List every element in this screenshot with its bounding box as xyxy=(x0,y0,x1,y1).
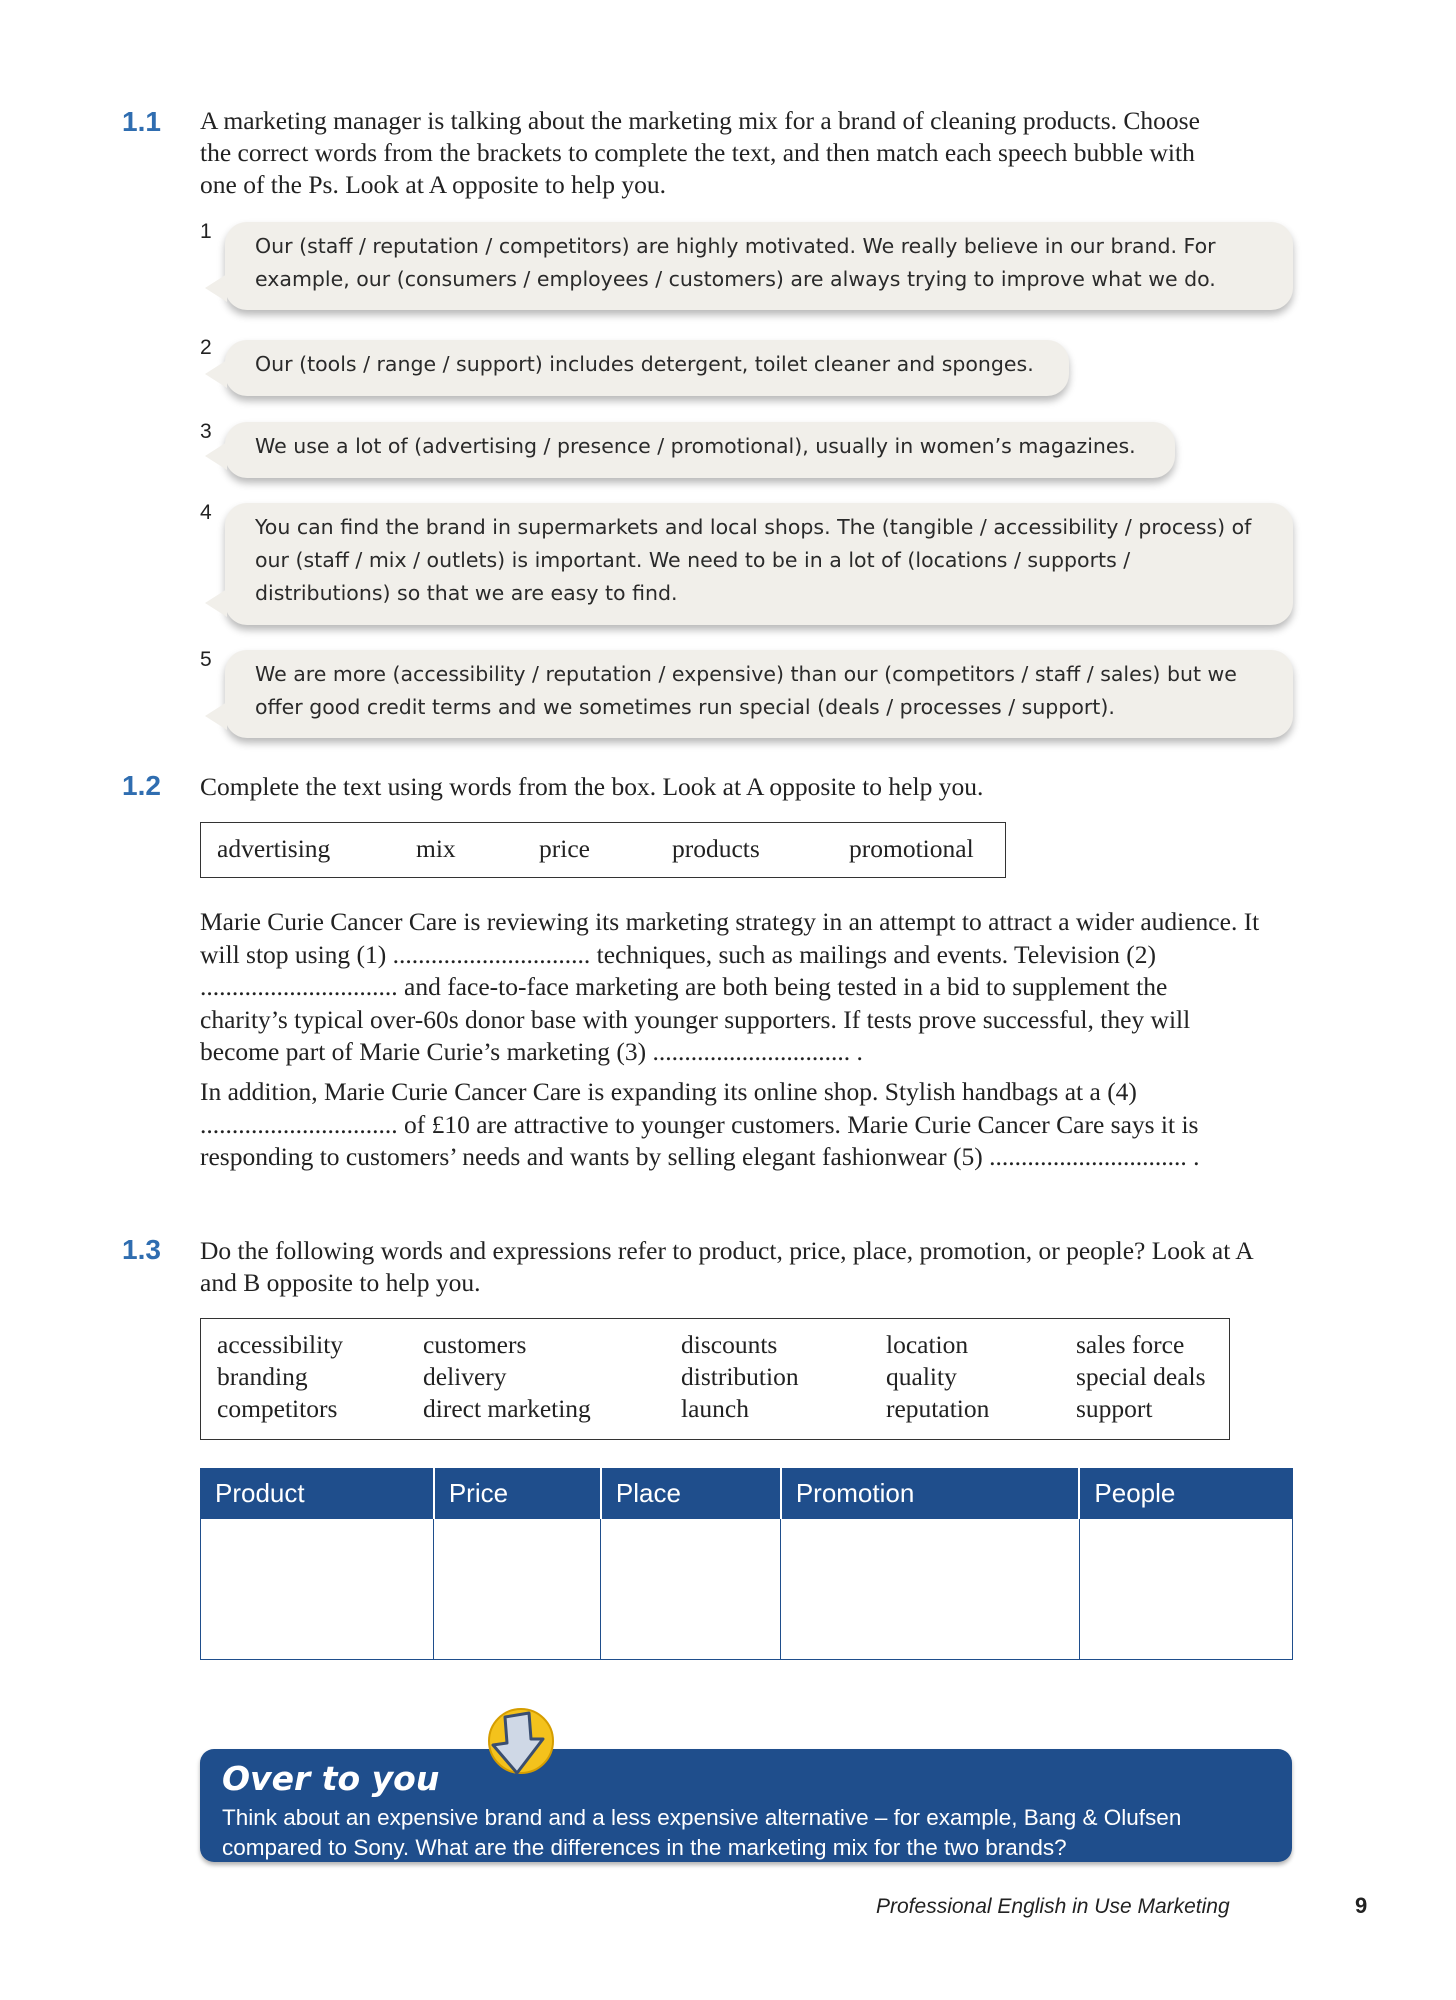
bubble-tail xyxy=(205,702,227,730)
word-box-item: direct marketing xyxy=(423,1394,591,1423)
cell-promotion[interactable] xyxy=(781,1519,1080,1660)
speech-bubble-1 xyxy=(225,222,1293,310)
word-column-4 xyxy=(886,1329,989,1425)
word-box-item: price xyxy=(539,834,590,863)
exercise-1-2-instructions: Complete the text using words from the box. Look at A opposite to help you. xyxy=(200,772,984,801)
word-box-item: special deals xyxy=(1076,1362,1206,1391)
speech-bubble-3 xyxy=(225,422,1175,478)
header-promotion: Promotion xyxy=(781,1468,1080,1519)
cell-price[interactable] xyxy=(434,1519,601,1660)
book-title-footer: Professional English in Use Marketing xyxy=(876,1895,1230,1918)
page-number: 9 xyxy=(1355,1893,1368,1918)
word-box-item: discounts xyxy=(681,1330,778,1359)
word-box-1-3 xyxy=(200,1318,1230,1440)
answer-blank-2[interactable]: ............................... xyxy=(200,972,398,1001)
word-box-item: distribution xyxy=(681,1362,799,1391)
exercise-number-1-3: 1.3 xyxy=(122,1234,161,1265)
word-box-item: location xyxy=(886,1330,969,1359)
five-ps-table xyxy=(200,1468,1293,1660)
exercise-number-1-2: 1.2 xyxy=(122,770,161,801)
gap-fill-paragraph-2 xyxy=(200,1076,1200,1174)
header-product: Product xyxy=(201,1468,434,1519)
bubble-number-5: 5 xyxy=(200,648,212,671)
word-box-item: reputation xyxy=(886,1394,990,1423)
header-people: People xyxy=(1079,1468,1292,1519)
bubble-tail xyxy=(205,274,227,302)
word-box-item: mix xyxy=(416,834,456,863)
answer-blank-3[interactable]: ............................... xyxy=(652,1037,851,1066)
cell-people[interactable] xyxy=(1079,1519,1292,1660)
bubble-number-4: 4 xyxy=(200,501,212,524)
bubble-text: We are more (accessibility / reputation / expensive) than our (competitors / staff / sales) but we offer good credit terms and we sometimes run special (deals / processes / support). xyxy=(255,662,1237,719)
arrow-down-icon xyxy=(475,1703,557,1785)
word-box-item: accessibility xyxy=(217,1330,344,1359)
speech-bubble-4 xyxy=(225,503,1293,625)
instructions-text: A marketing manager is talking about the marketing mix for a brand of cleaning products. Choose the correct words from the brackets to complete the text, and then match each speech bubble with one of the Ps. Look at A opposite to help you. xyxy=(200,106,1200,199)
paragraph-text: Marie Curie Cancer Care is reviewing its marketing strategy in an attempt to attract a wider audience. It will stop using (1) xyxy=(200,907,1260,969)
over-to-you-text: Think about an expensive brand and a less expensive alternative – for example, Bang & Olufsen compared to Sony. What are the differences in the marketing mix for the two brands? xyxy=(222,1805,1182,1860)
bubble-tail xyxy=(205,589,227,617)
table-row xyxy=(201,1519,1293,1660)
paragraph-text: of £10 are attractive to younger customers. Marie Curie Cancer Care says it is responding to customers’ needs and wants by selling elegant fashionwear (5) xyxy=(200,1109,1199,1171)
bubble-tail xyxy=(205,442,227,470)
paragraph-text: In addition, Marie Curie Cancer Care is expanding its online shop. Stylish handbags at a (4) xyxy=(200,1077,1137,1106)
word-column-1 xyxy=(217,1329,343,1425)
word-box-item: quality xyxy=(886,1362,957,1391)
word-box-item: competitors xyxy=(217,1394,338,1423)
paragraph-text: . xyxy=(1186,1142,1200,1171)
word-box-item: products xyxy=(672,834,760,863)
speech-bubble-5 xyxy=(225,650,1293,738)
paragraph-text: techniques, such as mailings and events. Television (2) xyxy=(590,939,1157,969)
speech-bubble-2 xyxy=(225,340,1069,396)
word-column-5 xyxy=(1076,1329,1206,1425)
header-place: Place xyxy=(601,1468,781,1519)
word-column-3 xyxy=(681,1329,799,1425)
word-box-item: launch xyxy=(681,1394,749,1423)
word-box-item: branding xyxy=(217,1362,308,1391)
bubble-number-1: 1 xyxy=(200,220,212,243)
answer-blank-4[interactable]: ............................... xyxy=(200,1109,398,1139)
bubble-number-3: 3 xyxy=(200,420,212,443)
answer-blank-5[interactable]: ............................... xyxy=(989,1142,1187,1171)
gap-fill-paragraph-1 xyxy=(200,906,1260,1069)
cell-product[interactable] xyxy=(201,1519,434,1660)
table-header-row xyxy=(201,1468,1293,1519)
exercise-1-1-instructions xyxy=(200,105,1200,201)
exercise-number-1-1: 1.1 xyxy=(122,106,161,137)
paragraph-text: . xyxy=(850,1037,863,1066)
word-box-item: support xyxy=(1076,1394,1153,1423)
bubble-text: Our (tools / range / support) includes detergent, toilet cleaner and sponges. xyxy=(255,352,1034,376)
over-to-you-title: Over to you xyxy=(222,1759,440,1798)
bubble-text: You can find the brand in supermarkets and local shops. The (tangible / accessibility / process) of our (staff / mix / outlets) is important. We need to be in a lot of (locations / supports / distributions) so that we are easy to find. xyxy=(255,515,1252,605)
bubble-number-2: 2 xyxy=(200,336,212,359)
paragraph-text: and face-to-face marketing are both being tested in a bid to supplement the charity’s typical over-60s donor base with younger supporters. If tests prove successful, they will become part of Marie Curie’s marketing (3) xyxy=(200,972,1191,1066)
word-box-item: advertising xyxy=(217,834,331,863)
word-box-item: sales force xyxy=(1076,1330,1185,1359)
bubble-text: Our (staff / reputation / competitors) are highly motivated. We really believe in our brand. For example, our (consumers / employees / customers) are always trying to improve what we do. xyxy=(255,234,1216,291)
bubble-text: We use a lot of (advertising / presence / promotional), usually in women’s magazines. xyxy=(255,434,1136,458)
answer-blank-1[interactable]: ............................... xyxy=(392,939,591,969)
bubble-tail xyxy=(205,360,227,388)
over-to-you-box xyxy=(200,1749,1292,1862)
word-box-item: customers xyxy=(423,1330,527,1359)
word-box-item: delivery xyxy=(423,1362,507,1391)
word-column-2 xyxy=(423,1329,591,1425)
word-box-1-2 xyxy=(200,822,1006,878)
exercise-1-3-instructions: Do the following words and expressions refer to product, price, place, promotion, or people? Look at A and B opposite to help you. xyxy=(200,1236,1253,1297)
cell-place[interactable] xyxy=(601,1519,781,1660)
word-box-item: promotional xyxy=(849,834,974,863)
header-price: Price xyxy=(434,1468,601,1519)
